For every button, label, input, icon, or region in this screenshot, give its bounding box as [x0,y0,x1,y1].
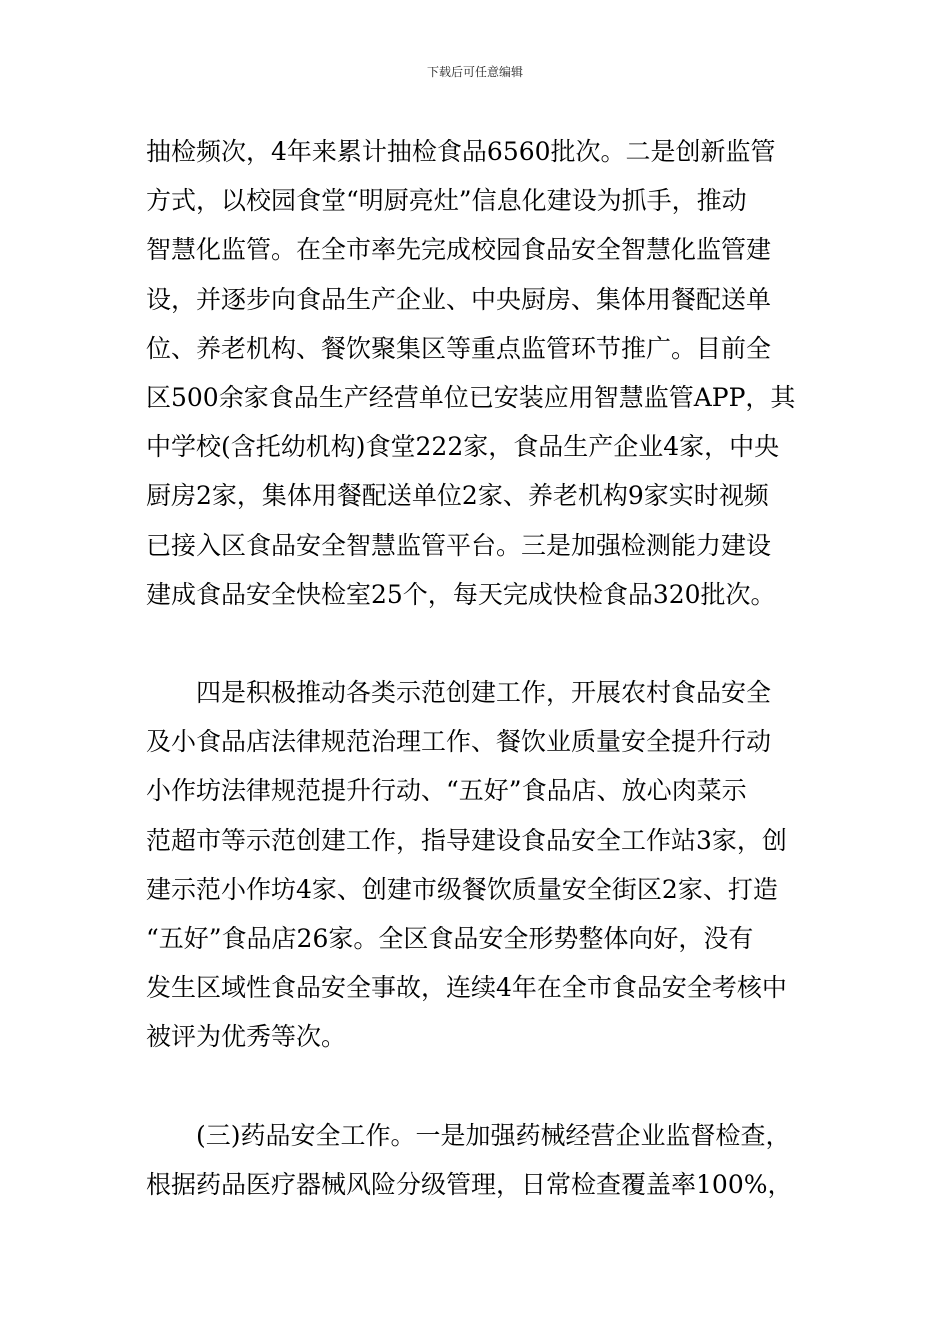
text-line: 四是积极推动各类示范创建工作，开展农村食品安全 [146,678,772,708]
text-line: “五好”食品店26家。全区食品安全形势整体向好，没有 [146,924,754,953]
text-line: 中学校(含托幼机构)食堂222家，食品生产企业4家，中央 [146,432,780,462]
paragraph-spacer [146,1062,818,1111]
document-body [146,127,818,1209]
text-line: 设，并逐步向食品生产企业、中央厨房、集体用餐配送单 [146,284,772,314]
text-line: 智慧化监管。在全市率先完成校园食品安全智慧化监管建 [146,235,772,265]
text-line: 位、养老机构、餐饮聚集区等重点监管环节推广。目前全 [146,333,772,363]
text-line: 区500余家食品生产经营单位已安装应用智慧监管APP，其 [146,382,796,412]
text-line: 被评为优秀等次。 [146,1022,347,1052]
paragraph-drug-safety [146,1111,818,1209]
text-line: 已接入区食品安全智慧监管平台。三是加强检测能力建设 [146,530,772,560]
paragraph-demonstration-creation [146,668,818,1062]
text-line: 厨房2家，集体用餐配送单位2家、养老机构9家实时视频 [146,481,769,511]
paragraph-spacer [146,619,818,668]
text-line: 及小食品店法律规范治理工作、餐饮业质量安全提升行动 [146,727,772,757]
page-header: 下载后可任意编辑 [426,65,523,79]
text-line: (三)药品安全工作。一是加强药械经营企业监督检查， [146,1120,791,1150]
text-line: 建示范小作坊4家、创建市级餐饮质量安全街区2家、打造 [146,874,778,904]
text-line: 根据药品医疗器械风险分级管理，日常检查覆盖率100%， [146,1169,793,1199]
text-line: 方式，以校园食堂“明厨亮灶”信息化建设为抓手，推动 [146,186,747,216]
text-line: 小作坊法律规范提升行动、“五好”食品店、放心肉菜示 [146,776,747,806]
paragraph-sampling-and-smart-supervision [146,127,818,619]
text-line: 建成食品安全快检室25个，每天完成快检食品320批次。 [146,579,776,609]
text-line: 发生区域性食品安全事故，连续4年在全市食品安全考核中 [146,973,787,1003]
text-line: 范超市等示范创建工作，指导建设食品安全工作站3家，创 [146,825,787,855]
text-line: 抽检频次，4年来累计抽检食品6560批次。二是创新监管 [146,137,776,166]
